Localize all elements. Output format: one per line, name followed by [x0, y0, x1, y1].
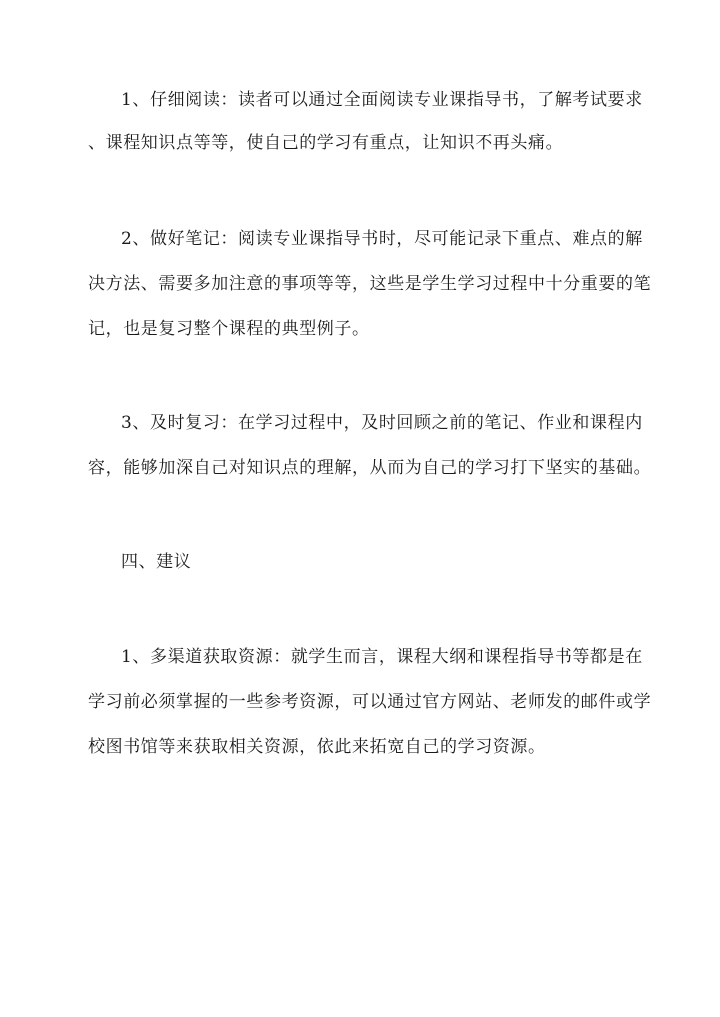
paragraph-1-line-1: 1、仔细阅读：读者可以通过全面阅读专业课指导书，了解考试要求 — [121, 90, 643, 110]
paragraph-4-line-2: 学习前必须掌握的一些参考资源，可以通过官方网站、老师发的邮件或学 — [88, 692, 652, 712]
paragraph-2-line-3: 记，也是复习整个课程的典型例子。 — [88, 319, 370, 339]
paragraph-2-line-1: 2、做好笔记：阅读专业课指导书时，尽可能记录下重点、难点的解 — [121, 229, 643, 249]
paragraph-2-line-2: 决方法、需要多加注意的事项等等，这些是学生学习过程中十分重要的笔 — [88, 274, 652, 294]
paragraph-3-line-2: 容，能够加深自己对知识点的理解，从而为自己的学习打下坚实的基础。 — [88, 458, 652, 478]
paragraph-4-line-3: 校图书馆等来获取相关资源，依此来拓宽自己的学习资源。 — [88, 737, 546, 757]
paragraph-3-line-1: 3、及时复习：在学习过程中，及时回顾之前的笔记、作业和课程内 — [121, 413, 643, 433]
section-heading: 四、建议 — [121, 552, 192, 572]
paragraph-1-line-2: 、课程知识点等等，使自己的学习有重点，让知识不再头痛。 — [88, 133, 564, 153]
paragraph-4-line-1: 1、多渠道获取资源：就学生而言，课程大纲和课程指导书等都是在 — [121, 647, 643, 667]
